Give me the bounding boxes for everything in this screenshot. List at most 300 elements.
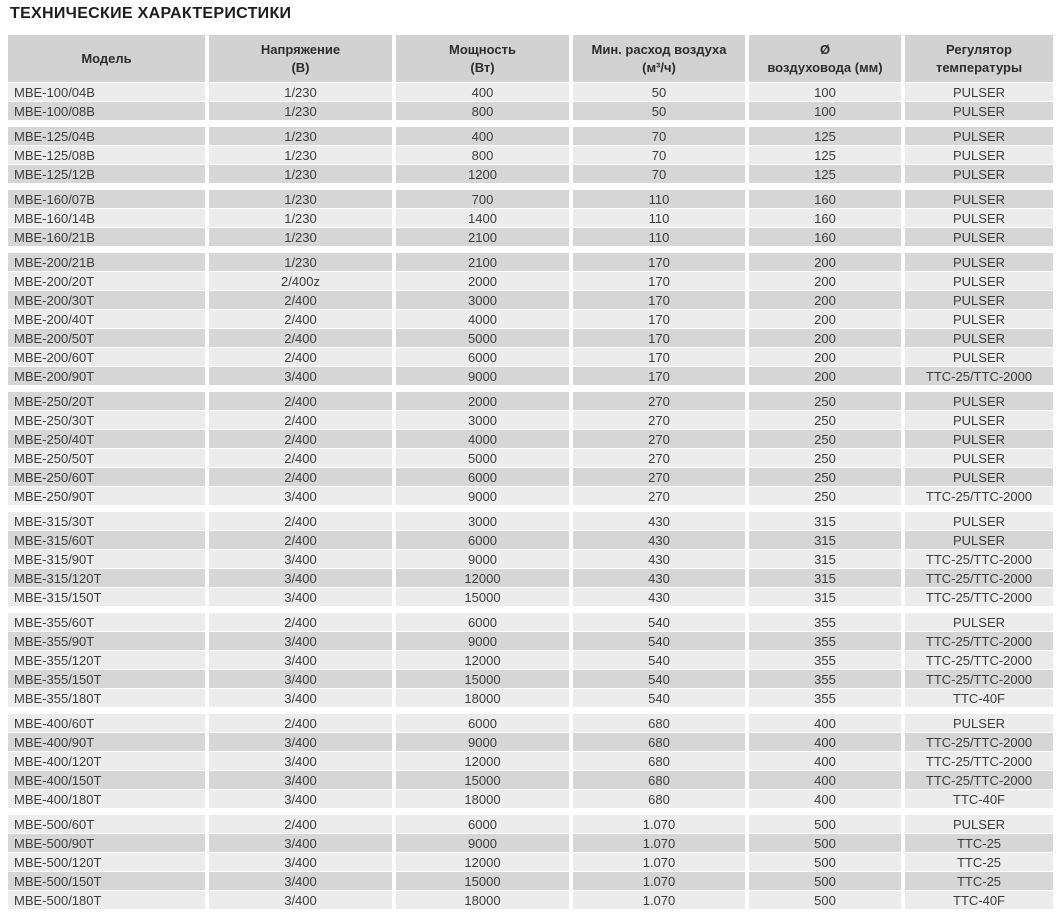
table-row	[8, 329, 1053, 347]
cell-regulator: PULSER	[905, 411, 1053, 429]
cell-model: MBE-315/120T	[8, 569, 205, 587]
cell-regulator: PULSER	[905, 272, 1053, 290]
header-airflow	[573, 35, 745, 82]
table-row	[8, 613, 1053, 631]
cell-power: 3000	[396, 512, 569, 530]
cell-voltage: 3/400	[209, 872, 392, 890]
header-power-line: Мощность	[449, 41, 516, 57]
table-row	[8, 367, 1053, 385]
cell-diameter: 315	[749, 512, 901, 530]
table-row	[8, 815, 1053, 833]
model-group	[8, 714, 1053, 808]
cell-airflow: 110	[573, 190, 745, 208]
cell-model: MBE-125/08B	[8, 146, 205, 164]
table-row	[8, 253, 1053, 271]
cell-regulator: PULSER	[905, 253, 1053, 271]
cell-power: 3000	[396, 411, 569, 429]
cell-airflow: 540	[573, 651, 745, 669]
table-row	[8, 468, 1053, 486]
cell-airflow: 70	[573, 146, 745, 164]
model-group	[8, 83, 1053, 120]
cell-regulator: TTC-25/TTC-2000	[905, 367, 1053, 385]
cell-voltage: 1/230	[209, 253, 392, 271]
cell-airflow: 70	[573, 165, 745, 183]
cell-airflow: 680	[573, 714, 745, 732]
table-row	[8, 891, 1053, 909]
cell-power: 2100	[396, 253, 569, 271]
model-group	[8, 512, 1053, 606]
cell-power: 4000	[396, 310, 569, 328]
cell-model: MBE-400/150T	[8, 771, 205, 789]
table-row	[8, 588, 1053, 606]
cell-voltage: 2/400	[209, 411, 392, 429]
cell-power: 18000	[396, 891, 569, 909]
cell-power: 6000	[396, 348, 569, 366]
cell-model: MBE-400/90T	[8, 733, 205, 751]
cell-airflow: 170	[573, 367, 745, 385]
cell-model: MBE-400/60T	[8, 714, 205, 732]
cell-diameter: 250	[749, 487, 901, 505]
table-row	[8, 550, 1053, 568]
cell-model: MBE-315/90T	[8, 550, 205, 568]
cell-diameter: 100	[749, 102, 901, 120]
header-airflow-line: (м³/ч)	[642, 59, 676, 75]
table-row	[8, 569, 1053, 587]
cell-airflow: 50	[573, 102, 745, 120]
cell-airflow: 540	[573, 613, 745, 631]
cell-diameter: 200	[749, 348, 901, 366]
cell-diameter: 100	[749, 83, 901, 101]
cell-airflow: 170	[573, 348, 745, 366]
cell-model: MBE-250/40T	[8, 430, 205, 448]
cell-voltage: 1/230	[209, 209, 392, 227]
cell-airflow: 1.070	[573, 853, 745, 871]
table-header	[8, 35, 1053, 82]
cell-regulator: PULSER	[905, 310, 1053, 328]
cell-airflow: 110	[573, 209, 745, 227]
cell-airflow: 540	[573, 689, 745, 707]
table-row	[8, 853, 1053, 871]
cell-power: 9000	[396, 487, 569, 505]
cell-diameter: 500	[749, 834, 901, 852]
cell-voltage: 1/230	[209, 165, 392, 183]
cell-diameter: 400	[749, 790, 901, 808]
cell-diameter: 125	[749, 127, 901, 145]
cell-model: MBE-500/120T	[8, 853, 205, 871]
cell-diameter: 160	[749, 209, 901, 227]
cell-voltage: 3/400	[209, 588, 392, 606]
cell-voltage: 2/400	[209, 468, 392, 486]
cell-regulator: PULSER	[905, 714, 1053, 732]
cell-regulator: TTC-25/TTC-2000	[905, 550, 1053, 568]
cell-airflow: 1.070	[573, 834, 745, 852]
cell-model: MBE-250/30T	[8, 411, 205, 429]
table-row	[8, 146, 1053, 164]
model-group	[8, 815, 1053, 909]
cell-regulator: PULSER	[905, 531, 1053, 549]
cell-airflow: 270	[573, 411, 745, 429]
cell-power: 6000	[396, 815, 569, 833]
cell-voltage: 3/400	[209, 367, 392, 385]
cell-power: 15000	[396, 771, 569, 789]
cell-diameter: 200	[749, 291, 901, 309]
model-group	[8, 613, 1053, 707]
cell-model: MBE-355/150T	[8, 670, 205, 688]
cell-diameter: 160	[749, 190, 901, 208]
table-row	[8, 411, 1053, 429]
cell-airflow: 540	[573, 670, 745, 688]
cell-model: MBE-200/50T	[8, 329, 205, 347]
cell-regulator: TTC-25/TTC-2000	[905, 771, 1053, 789]
cell-airflow: 1.070	[573, 872, 745, 890]
cell-voltage: 3/400	[209, 632, 392, 650]
cell-power: 9000	[396, 632, 569, 650]
cell-diameter: 315	[749, 588, 901, 606]
cell-regulator: PULSER	[905, 146, 1053, 164]
cell-power: 9000	[396, 367, 569, 385]
cell-regulator: PULSER	[905, 348, 1053, 366]
table-row	[8, 752, 1053, 770]
header-voltage-line: Напряжение	[260, 41, 341, 57]
cell-diameter: 125	[749, 165, 901, 183]
cell-power: 800	[396, 146, 569, 164]
cell-voltage: 2/400	[209, 291, 392, 309]
cell-diameter: 250	[749, 411, 901, 429]
table-row	[8, 670, 1053, 688]
page-title: ТЕХНИЧЕСКИЕ ХАРАКТЕРИСТИКИ	[10, 5, 292, 22]
cell-diameter: 125	[749, 146, 901, 164]
cell-voltage: 3/400	[209, 651, 392, 669]
table-row	[8, 430, 1053, 448]
table-row	[8, 449, 1053, 467]
cell-regulator: TTC-25/TTC-2000	[905, 588, 1053, 606]
cell-power: 18000	[396, 689, 569, 707]
cell-diameter: 500	[749, 872, 901, 890]
cell-power: 700	[396, 190, 569, 208]
cell-airflow: 1.070	[573, 815, 745, 833]
header-model	[8, 35, 205, 82]
cell-regulator: PULSER	[905, 512, 1053, 530]
cell-voltage: 3/400	[209, 853, 392, 871]
cell-diameter: 400	[749, 771, 901, 789]
cell-regulator: TTC-25/TTC-2000	[905, 651, 1053, 669]
cell-diameter: 200	[749, 310, 901, 328]
cell-power: 800	[396, 102, 569, 120]
cell-regulator: PULSER	[905, 392, 1053, 410]
cell-power: 2000	[396, 272, 569, 290]
table-row	[8, 209, 1053, 227]
cell-model: MBE-500/180T	[8, 891, 205, 909]
header-diameter-line: воздуховода (мм)	[767, 59, 883, 75]
table-row	[8, 310, 1053, 328]
cell-regulator: PULSER	[905, 228, 1053, 246]
cell-power: 12000	[396, 752, 569, 770]
cell-regulator: TTC-25/TTC-2000	[905, 670, 1053, 688]
cell-regulator: TTC-25	[905, 853, 1053, 871]
table-row	[8, 651, 1053, 669]
cell-power: 6000	[396, 613, 569, 631]
cell-diameter: 500	[749, 853, 901, 871]
cell-model: MBE-315/150T	[8, 588, 205, 606]
cell-voltage: 2/400	[209, 449, 392, 467]
cell-voltage: 3/400	[209, 487, 392, 505]
header-regulator-line: температуры	[935, 59, 1023, 75]
cell-diameter: 500	[749, 891, 901, 909]
cell-airflow: 270	[573, 392, 745, 410]
cell-airflow: 270	[573, 468, 745, 486]
cell-voltage: 1/230	[209, 190, 392, 208]
header-power-line: (Вт)	[470, 59, 495, 75]
table-row	[8, 348, 1053, 366]
cell-power: 3000	[396, 291, 569, 309]
table-row	[8, 771, 1053, 789]
header-diameter	[749, 35, 901, 82]
cell-power: 2000	[396, 392, 569, 410]
table-row	[8, 834, 1053, 852]
table-row	[8, 190, 1053, 208]
cell-regulator: PULSER	[905, 815, 1053, 833]
table-row	[8, 487, 1053, 505]
cell-voltage: 2/400	[209, 815, 392, 833]
cell-voltage: 3/400	[209, 752, 392, 770]
cell-airflow: 170	[573, 253, 745, 271]
table-row	[8, 228, 1053, 246]
model-group	[8, 127, 1053, 183]
cell-power: 5000	[396, 329, 569, 347]
cell-model: MBE-200/40T	[8, 310, 205, 328]
cell-regulator: PULSER	[905, 190, 1053, 208]
cell-voltage: 2/400	[209, 430, 392, 448]
table-body	[8, 83, 1053, 909]
cell-model: MBE-250/90T	[8, 487, 205, 505]
cell-diameter: 400	[749, 714, 901, 732]
cell-power: 15000	[396, 670, 569, 688]
table-row	[8, 512, 1053, 530]
cell-regulator: TTC-40F	[905, 689, 1053, 707]
header-regulator-line: Регулятор	[946, 41, 1012, 57]
cell-diameter: 200	[749, 272, 901, 290]
cell-regulator: PULSER	[905, 209, 1053, 227]
header-diameter-line: Ø	[819, 41, 831, 57]
cell-airflow: 430	[573, 550, 745, 568]
model-group	[8, 190, 1053, 246]
cell-model: MBE-125/04B	[8, 127, 205, 145]
cell-model: MBE-355/180T	[8, 689, 205, 707]
cell-airflow: 680	[573, 752, 745, 770]
header-airflow-line: Мин. расход воздуха	[591, 41, 727, 57]
table-row	[8, 291, 1053, 309]
cell-power: 5000	[396, 449, 569, 467]
table-row	[8, 102, 1053, 120]
cell-power: 1400	[396, 209, 569, 227]
table-row	[8, 127, 1053, 145]
cell-diameter: 200	[749, 329, 901, 347]
cell-regulator: PULSER	[905, 329, 1053, 347]
cell-regulator: TTC-40F	[905, 891, 1053, 909]
cell-regulator: PULSER	[905, 102, 1053, 120]
cell-voltage: 2/400	[209, 392, 392, 410]
header-voltage-line: (В)	[291, 59, 310, 75]
cell-regulator: PULSER	[905, 449, 1053, 467]
header-power	[396, 35, 569, 82]
cell-airflow: 680	[573, 733, 745, 751]
cell-power: 12000	[396, 569, 569, 587]
table-row	[8, 83, 1053, 101]
cell-voltage: 2/400	[209, 613, 392, 631]
cell-voltage: 2/400	[209, 714, 392, 732]
cell-model: MBE-200/20T	[8, 272, 205, 290]
cell-airflow: 170	[573, 272, 745, 290]
cell-regulator: TTC-25/TTC-2000	[905, 569, 1053, 587]
cell-model: MBE-160/21B	[8, 228, 205, 246]
cell-model: MBE-315/30T	[8, 512, 205, 530]
cell-power: 1200	[396, 165, 569, 183]
cell-diameter: 250	[749, 392, 901, 410]
cell-model: MBE-500/90T	[8, 834, 205, 852]
cell-voltage: 1/230	[209, 228, 392, 246]
cell-voltage: 3/400	[209, 790, 392, 808]
cell-model: MBE-250/50T	[8, 449, 205, 467]
cell-voltage: 3/400	[209, 891, 392, 909]
cell-airflow: 680	[573, 790, 745, 808]
cell-regulator: TTC-25/TTC-2000	[905, 487, 1053, 505]
cell-airflow: 540	[573, 632, 745, 650]
cell-regulator: TTC-25	[905, 834, 1053, 852]
cell-airflow: 170	[573, 329, 745, 347]
cell-airflow: 1.070	[573, 891, 745, 909]
cell-diameter: 355	[749, 632, 901, 650]
cell-power: 9000	[396, 733, 569, 751]
cell-diameter: 250	[749, 468, 901, 486]
cell-regulator: PULSER	[905, 127, 1053, 145]
cell-voltage: 2/400	[209, 310, 392, 328]
cell-diameter: 200	[749, 253, 901, 271]
cell-airflow: 110	[573, 228, 745, 246]
cell-model: MBE-200/90T	[8, 367, 205, 385]
cell-diameter: 315	[749, 550, 901, 568]
cell-diameter: 200	[749, 367, 901, 385]
cell-model: MBE-315/60T	[8, 531, 205, 549]
cell-voltage: 1/230	[209, 127, 392, 145]
cell-voltage: 2/400	[209, 348, 392, 366]
header-voltage	[209, 35, 392, 82]
table-row	[8, 714, 1053, 732]
table-row	[8, 733, 1053, 751]
cell-model: MBE-100/04B	[8, 83, 205, 101]
table-row	[8, 632, 1053, 650]
cell-diameter: 250	[749, 430, 901, 448]
model-group	[8, 253, 1053, 385]
cell-airflow: 270	[573, 449, 745, 467]
cell-diameter: 400	[749, 733, 901, 751]
cell-voltage: 1/230	[209, 102, 392, 120]
cell-power: 15000	[396, 588, 569, 606]
cell-model: MBE-200/60T	[8, 348, 205, 366]
cell-voltage: 3/400	[209, 733, 392, 751]
cell-voltage: 2/400z	[209, 272, 392, 290]
cell-voltage: 2/400	[209, 512, 392, 530]
cell-airflow: 430	[573, 569, 745, 587]
cell-model: MBE-250/20T	[8, 392, 205, 410]
cell-regulator: PULSER	[905, 613, 1053, 631]
table-row	[8, 272, 1053, 290]
cell-regulator: TTC-25	[905, 872, 1053, 890]
cell-regulator: TTC-25/TTC-2000	[905, 733, 1053, 751]
cell-voltage: 3/400	[209, 689, 392, 707]
cell-diameter: 315	[749, 531, 901, 549]
cell-diameter: 400	[749, 752, 901, 770]
cell-model: MBE-100/08B	[8, 102, 205, 120]
table-row	[8, 392, 1053, 410]
cell-model: MBE-355/90T	[8, 632, 205, 650]
cell-airflow: 50	[573, 83, 745, 101]
cell-diameter: 355	[749, 689, 901, 707]
spec-table	[8, 35, 1053, 909]
cell-power: 12000	[396, 651, 569, 669]
cell-model: MBE-500/60T	[8, 815, 205, 833]
cell-airflow: 270	[573, 487, 745, 505]
cell-model: MBE-160/07B	[8, 190, 205, 208]
cell-regulator: TTC-25/TTC-2000	[905, 632, 1053, 650]
cell-regulator: PULSER	[905, 468, 1053, 486]
cell-power: 9000	[396, 834, 569, 852]
cell-power: 12000	[396, 853, 569, 871]
cell-model: MBE-160/14B	[8, 209, 205, 227]
table-row	[8, 531, 1053, 549]
cell-airflow: 270	[573, 430, 745, 448]
cell-diameter: 500	[749, 815, 901, 833]
cell-voltage: 3/400	[209, 771, 392, 789]
cell-model: MBE-500/150T	[8, 872, 205, 890]
cell-diameter: 160	[749, 228, 901, 246]
cell-power: 2100	[396, 228, 569, 246]
cell-airflow: 680	[573, 771, 745, 789]
cell-diameter: 355	[749, 613, 901, 631]
cell-power: 15000	[396, 872, 569, 890]
cell-regulator: PULSER	[905, 83, 1053, 101]
cell-voltage: 1/230	[209, 83, 392, 101]
cell-power: 6000	[396, 531, 569, 549]
header-model-line: Модель	[81, 50, 132, 66]
table-row	[8, 165, 1053, 183]
cell-power: 6000	[396, 468, 569, 486]
cell-power: 18000	[396, 790, 569, 808]
cell-diameter: 315	[749, 569, 901, 587]
cell-regulator: PULSER	[905, 430, 1053, 448]
cell-model: MBE-200/30T	[8, 291, 205, 309]
cell-diameter: 355	[749, 670, 901, 688]
cell-power: 400	[396, 127, 569, 145]
cell-airflow: 430	[573, 531, 745, 549]
header-regulator	[905, 35, 1053, 82]
table-row	[8, 790, 1053, 808]
cell-airflow: 70	[573, 127, 745, 145]
cell-model: MBE-125/12B	[8, 165, 205, 183]
table-row	[8, 689, 1053, 707]
cell-regulator: PULSER	[905, 165, 1053, 183]
cell-voltage: 2/400	[209, 329, 392, 347]
cell-model: MBE-200/21B	[8, 253, 205, 271]
cell-power: 4000	[396, 430, 569, 448]
model-group	[8, 392, 1053, 505]
cell-airflow: 170	[573, 310, 745, 328]
cell-model: MBE-400/180T	[8, 790, 205, 808]
cell-model: MBE-250/60T	[8, 468, 205, 486]
cell-airflow: 170	[573, 291, 745, 309]
table-row	[8, 872, 1053, 890]
cell-power: 6000	[396, 714, 569, 732]
cell-airflow: 430	[573, 512, 745, 530]
